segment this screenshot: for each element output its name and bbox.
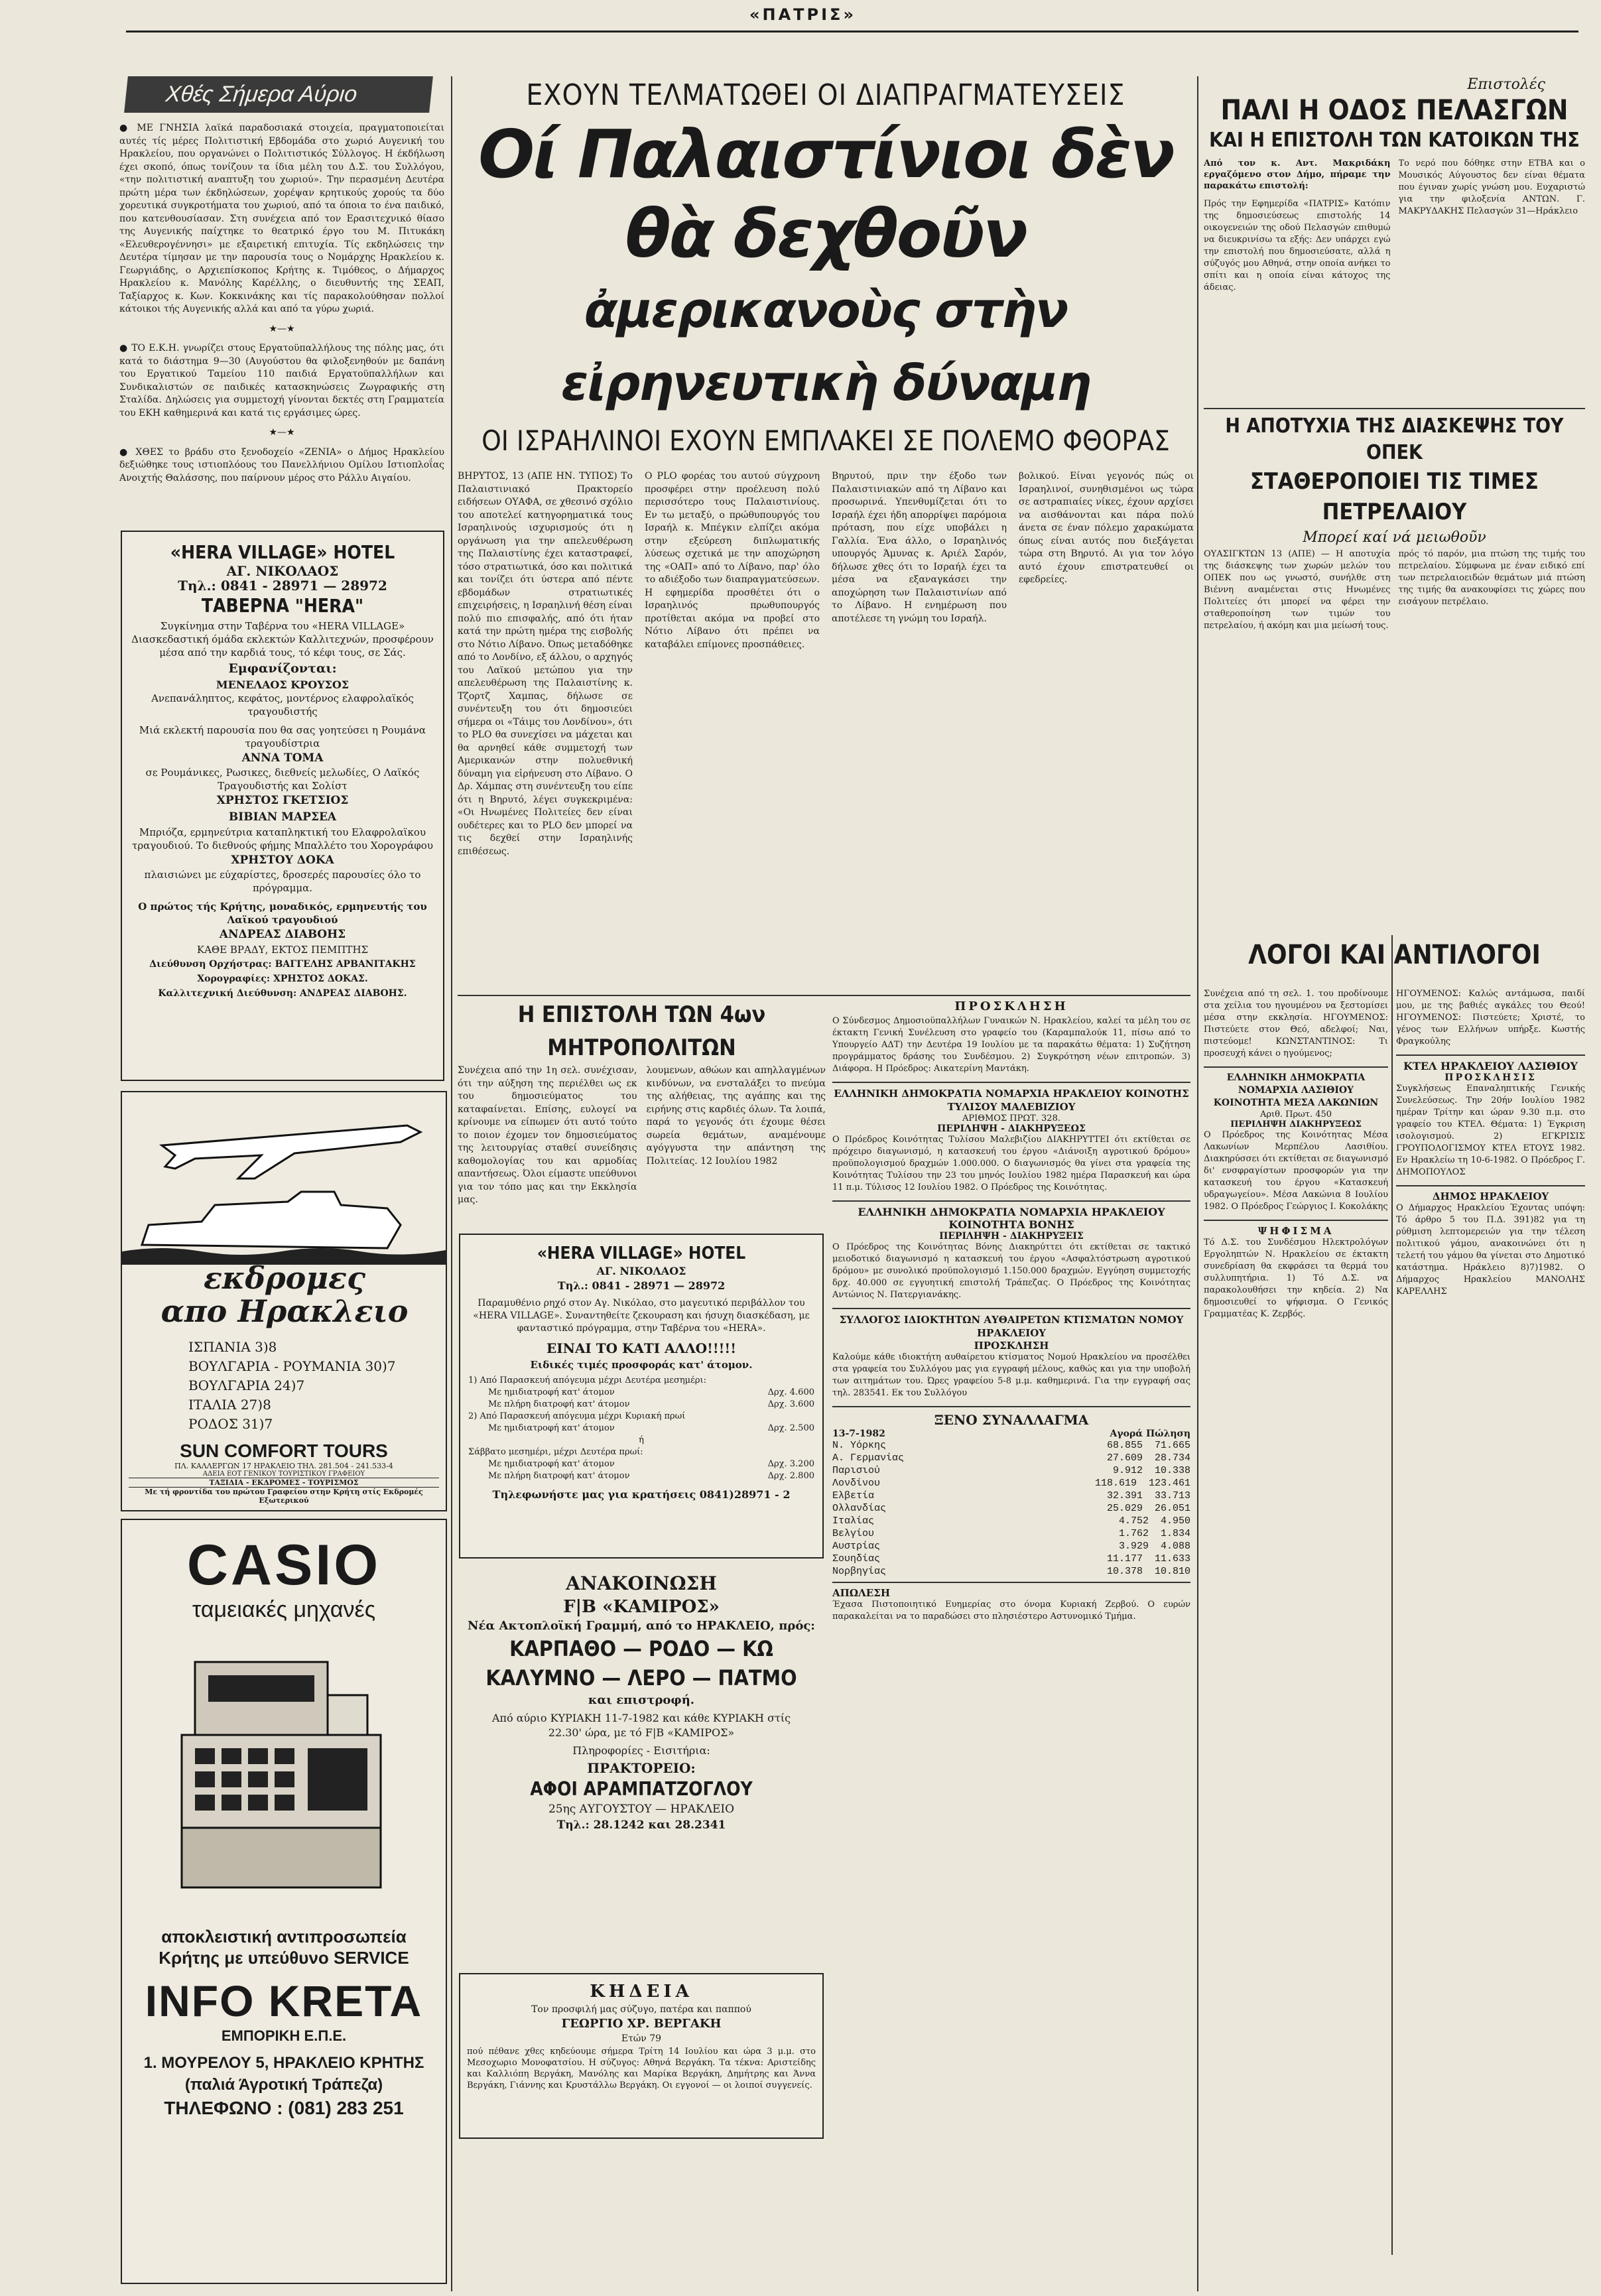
- fx-currency: Ολλανδίας: [832, 1503, 887, 1514]
- tours-address: ΠΛ. ΚΑΛΛΕΡΓΩΝ 17 ΗΡΑΚΛΕΙΟ ΤΗΛ. 281.504 - 241.533-4: [174, 1462, 393, 1470]
- price-row: [468, 1411, 814, 1423]
- notice-heading: ΕΛΛΗΝΙΚΗ ΔΗΜΟΚΡΑΤΙΑ ΝΟΜΑΡΧΙΑ ΗΡΑΚΛΕΙΟΥ ΚΟΙΝΟΤΗΤΑ ΒΟΝΗΣ: [858, 1206, 1165, 1231]
- price-value: Δρχ. 3.600: [767, 1399, 814, 1409]
- notice-heading: ΠΡΟΣΚΛΗΣΗ: [954, 999, 1068, 1013]
- casio-ad: [121, 1519, 447, 2284]
- price-row: [468, 1387, 814, 1399]
- ad-footer: Τηλεφωνήστε μας για κρατήσεις 0841)28971 - 2: [492, 1488, 791, 1501]
- fx-currency: Νορβηγίας: [832, 1566, 887, 1577]
- ad-line: σε Ρουμάνικες, Ρωσικες, διεθνείς μελωδίες, Ο Λαϊκός Τραγουδιστής και Σολίστ: [145, 767, 420, 792]
- section-rule: [458, 995, 1190, 996]
- notice-text: πού πέθανε χθες κηδεύουμε σήμερα Τρίτη 14 Ιουλίου και ώρα 3 μ.μ. στο Μεσοχωριο Μονοφατσίου. Η σύζυγος: Αθηνά Βεργάκη. Τα τέκνα: Αριστείδης και Καλλιόπη Βεργάκη, Μανόλης και Μαρίκα Βεργάκη, Δημήτρης και Άννα Βεργάκη, Γιάννης και Κρυστάλλω Βεργάκη. Οι εγγονοί — οι λοιποί συγγενείς.: [467, 2047, 816, 2090]
- casio-subtitle: ταμειακές μηχανές: [192, 1597, 376, 1622]
- today-column: [119, 76, 444, 524]
- tours-footer: [129, 1440, 439, 1505]
- masthead-rule: [126, 31, 1578, 32]
- tours-strip: ΤΑΞΙΔΙΑ - ΕΚΔΡΟΜΕΣ - ΤΟΥΡΙΣΜΟΣ: [129, 1478, 439, 1488]
- trip-item: ΒΟΥΛΓΑΡΙΑ - ΡΟΥΜΑΝΙΑ 30)7: [188, 1358, 396, 1374]
- fx-buy: 32.391: [1106, 1490, 1143, 1501]
- separator: ★—★: [269, 323, 295, 334]
- notice-rule: [832, 1200, 1190, 1202]
- notice-subheading: ΠΕΡΙΛΗΨΗ - ΔΙΑΚΗΡΥΞΕΙΣ: [939, 1231, 1084, 1242]
- fx-sell: 10.810: [1154, 1566, 1190, 1577]
- fx-sell: 11.633: [1154, 1553, 1190, 1564]
- cash-register-illustration: [122, 1635, 446, 1914]
- tickets-info: Πληροφορίες - Εισιτήρια:: [572, 1744, 710, 1757]
- logoi-headline: ΛΟΓΟΙ ΚΑΙ ΑΝΤΙΛΟΓΟΙ: [1248, 940, 1541, 970]
- ad-offer: Ειδικές τιμές προσφοράς κατ' άτομον.: [530, 1359, 753, 1371]
- casio-address: 1. ΜΟΥΡΕΛΟΥ 5, ΗΡΑΚΛΕΙΟ ΚΡΗΤΗΣ: [143, 2054, 424, 2072]
- fx-columns: Αγορά Πώληση: [1110, 1429, 1190, 1439]
- price-value: Δρχ. 2.500: [767, 1423, 814, 1433]
- taverna-title: ΤΑΒΕΡΝΑ "ΗΕRA": [201, 595, 364, 617]
- notice-text: Ο Πρόεδρος της Κοινότητας Βόνης Διακηρύττει ότι εκτίθεται σε τακτικό μειοδοτικό διαγωνισμό η κατασκευή του έργου «Ασφαλτόστρωση αγροτικού δρόμου» με συνολικό προϋπολογισμό 1.150.000 δραχμών. Εγγύηση συμμετοχής δρχ. 40.000 σε εγγυητική επιστολή Τράπεζας. Ο Πρόεδρος της Κοινότητας Αντώνιος Ν. Πατεργιανάκης.: [832, 1242, 1190, 1300]
- fx-buy: 9.912: [1112, 1465, 1143, 1476]
- price-table: [468, 1375, 814, 1482]
- ad-phone: Τηλ.: 0841 - 28971 — 28972: [557, 1279, 726, 1292]
- ad-phone: Τηλ.: 0841 - 28971 — 28972: [178, 578, 387, 594]
- fx-row: [832, 1464, 1190, 1477]
- fx-sell: 4.950: [1160, 1515, 1190, 1527]
- ad-text: Συγκίνημα στην Ταβέρνα του «HERA VILLAGE» Διασκεδαστική όμάδα εκλεκτών Καλλιτεχνών, προσφέρουν μέσα από την καρδιά τους, τό κέφι τους, σε Σάς.: [131, 620, 434, 659]
- notice-heading: ΔΗΜΟΣ ΗΡΑΚΛΕΙΟΥ: [1432, 1190, 1549, 1202]
- ad-line: ΚΑΘΕ ΒΡΑΔΥ, ΕΚΤΟΣ ΠΕΜΠΤΗΣ: [196, 944, 369, 956]
- ad-subtitle: ΑΓ. ΝΙΚΟΛΑΟΣ: [596, 1265, 686, 1277]
- letter-title: Η ΕΠΙΣΤΟΛΗ ΤΩΝ 4ων ΜΗΤΡΟΠΟΛΙΤΩΝ: [517, 1001, 766, 1061]
- tours-script: [135, 1261, 434, 1328]
- ad-line: Ο πρώτος τής Κρήτης, μοναδικός, ερμηνευτής του Λαϊκού τραγουδιού: [138, 901, 427, 926]
- logoi-text: Συνέχεια από τη σελ. 1. του προδίνουμε στα χείλια του ηγουμένου να ξεστομίσει μέσα στην εκκλησία. ΗΓΟΥΜΕΝΟΣ: Πιστεύετε στον Θεό, αδελφοί; Ναι, πιστεύομε! ΚΩΝΣΤΑΝΤΙΝΟΣ: Τι προσευχή κάνει ο ηγούμενος;: [1204, 989, 1388, 1058]
- fx-row: [832, 1490, 1190, 1502]
- price-label: ή: [639, 1435, 644, 1445]
- price-row: [468, 1458, 814, 1470]
- main-story: [458, 76, 1194, 991]
- fx-buy: 27.609: [1106, 1452, 1143, 1464]
- agent-heading: ΠΡΑΚΤΟΡΕΙΟ:: [587, 1760, 696, 1776]
- fx-row: [832, 1439, 1190, 1452]
- notice-rule: [1396, 1185, 1585, 1186]
- tours-script-line: απο Ηρακλειο: [160, 1293, 409, 1329]
- announcement-title: ΑΝΑΚΟΙΝΩΣΗ: [566, 1572, 717, 1594]
- notice-subheading: ΠΕΡΙΛΗΨΗ ΔΙΑΚΗΡΥΞΕΩΣ: [1230, 1119, 1362, 1129]
- notice-text: Καλούμε κάθε ιδιοκτήτη αυθαίρετου κτίσματος Νομού Ηρακλείου να προσέλθει στα γραφεία του Συλλόγου μας για εγγραφή μέλους, καθώς και για την υποβολή των αιτημάτων του. Ώρες γραφείου 5-8 μ.μ. καθημερινά. Για την εγγραφή σας τηλ. 283541. Εκ του Συλλόγου: [832, 1352, 1190, 1398]
- opec-columns: [1204, 548, 1585, 814]
- ad-text: Παραμυθένιο ρηχό στον Αγ. Νικόλαο, στο μαγευτικό περιβάλλον του «HERA VILLAGE». Συναντηθείτε ζεκουραση και ήσυχη διασκέδαση, με φανταστικό πρόγραμμα, στην Ταβέρνα του «HERA».: [473, 1298, 810, 1334]
- notice-text: Ο Σύνδεσμος Δημοσιοϋπαλλήλων Γυναικών Ν. Ηρακλείου, καλεί τα μέλη του σε έκτακτη Γενική Συνέλευση στο γραφείο του (Καραμπαλούκ 11, πίσω από το Υπουργείο ΑΔΤ) την Δευτέρα 19 Ιουλίου με τα παρακάτω θέματα: 1) Συζήτηση προγράμματος δράσης του Συνδέσμου. 2) Συγκρότηση νέων επιτροπών. 3) Διάφορα. Η Πρόεδρος: Αικατερίνη Μαντάκη.: [832, 1016, 1190, 1074]
- article-text: ● ΧΘΕΣ το βράδυ στο ξενοδοχείο «ΖΕΝΙΑ» ο Δήμος Ηρακλείου δεξιώθηκε τους ιστιοπλόους του Πανελλήνιου Ομίλου Ιστιοπλοΐας Ανοιχτής Θαλάσσης, που παίρνουν μέρος στο Ράλλυ Αιγαίου.: [119, 446, 444, 483]
- fx-currency: Παρισιού: [832, 1465, 881, 1476]
- kamiros-announcement: [459, 1572, 824, 1963]
- price-row: [468, 1423, 814, 1435]
- fx-buy: 68.855: [1106, 1440, 1143, 1451]
- fx-sell: 4.088: [1160, 1541, 1190, 1552]
- fx-sell: 1.834: [1160, 1528, 1190, 1539]
- fx-row: [832, 1515, 1190, 1527]
- notice-subheading: ΠΡΟΣΚΛΗΣΙΣ: [1444, 1072, 1537, 1083]
- letters-kicker: Επιστολές: [1467, 76, 1545, 93]
- price-row: [468, 1375, 814, 1387]
- price-label: Με ημιδιατροφή κατ' άτομον: [488, 1423, 615, 1433]
- notice-number: Αριθ. Πρωτ. 450: [1259, 1110, 1332, 1119]
- story-text: Ο PLO φορέας του αυτού σύγχρονη προσφέρει στην προέλευση πολύ περισσότερο τους Παλαιστινίους. Εν τω μεταξύ, ο πρώθυπουργός του Ισραήλ κ. Μπέγκιν ελπίζει ακόμα στην εξεύρεση διπλωματικής λύσεως σχετικά με την αποχώρηση της «ΟΑΠ» από το Λίβανο, παρ' όλο το αδιέξοδο των διαπραγματεύσεων. Η εφημερίδα προσθέτει ότι ο Ισραηλινός πρωθυπουργός προτίθεται ακόμα να προβεί στο Νότιο Λίβανο ότι πρέπει να καταβάλει επίμονες προσπάθειες.: [645, 471, 820, 650]
- separator: ★—★: [269, 427, 295, 438]
- fx-currency: Λονδίνου: [832, 1478, 881, 1489]
- fx-buy: 3.929: [1118, 1541, 1149, 1552]
- story-headline-2: ἀμερικανοὺς στὴν εἰρηνευτικὴ δύναμη: [561, 282, 1090, 412]
- ad-line: πλαισιώνει με εύχαρίστες, δροσερές παρουσίες όλο το πρόγραμμα.: [144, 869, 421, 894]
- story-headline: Οί Παλαιστίνιοι δὲν θὰ δεχθοῦν: [478, 115, 1173, 273]
- fx-buy: 25.029: [1106, 1503, 1143, 1514]
- ad-line: Διεύθυνση Ορχήστρας: ΒΑΓΓΕΛΗΣ ΑΡΒΑΝΙΤΑΚΗΣ: [149, 959, 416, 970]
- funeral-notice: [459, 1973, 824, 2139]
- fx-table: [832, 1439, 1190, 1578]
- article-text: ● ΜΕ ΓΝΗΣΙΑ λαϊκά παραδοσιακά στοιχεία, πραγματοποιείται αυτές τίς μέρες Πολιτιστική Εβδομάδα στο χωριό Αυγενική του Ηρακλείου, που οργανώνει ο Πολιτιστικός Σύλλογος. Η έκδήλωση έχει σκοπό, όπως τονίζουν τα ίδια μέλη του Δ.Σ. του Συλλόγου, «την πολιτιστική αναπτυξη του χωριού». Την περασμένη Δευτέρα πρώτη μέρα των έκδηλώσεων, χορέψαν κρητικούς χορούς τα δύο χορευτικά συγκροτήματα του χωριού, από τα όποια το ένα παιδικό, που κατενθουσίασαν. Στη συνέχεια από τον Ερασιτεχνικό θίασο της Αυγενικής παίχτηκε το θεατρικό έργο του Μ. Πιτυκάκη «Ελευθερογέννησι» με εξαιρετική επιτυχία. Τίς εκδηλώσεις την Δευτέρα τίμησαν με την παρουσία τους ο Νομάρχης Ηρακλείου κ. Γεωργιάδης, ο Αρχιεπίσκοπος Κρήτης κ. Τιμόθεος, ο Δήμαρχος Ηρακλείου κ. Μανόλης Καρέλλης, ο διευθυντής της ΣΕΑΠ, Ταξίαρχος κ. Κων. Κοκκινάκης και τίς παρακολούθησαν πολλοί κάτοικοι τής Αυγενικής αλλά και από τα γύρω χωριά.: [119, 123, 444, 314]
- fx-currency: Ιταλίας: [832, 1515, 875, 1527]
- letter-columns: [1204, 158, 1585, 404]
- notice-number: ΑΡΙΘΜΟΣ ΠΡΩΤ. 328.: [962, 1114, 1060, 1123]
- casio-logo: CASIO: [186, 1533, 381, 1597]
- price-label: Με πλήρη διατροφή κατ' άτομον: [488, 1471, 630, 1481]
- price-label: Με πλήρη διατροφή κατ' άτομον: [488, 1399, 630, 1409]
- notice-text: Συγκλήσεως Επαναληπτικής Γενικής Συνελεύσεως. Την 20ήν Ιουλίου 1982 ημέραν Τρίτην και ώραν 9.30 π.μ. στο γραφείο του ΚΤΕΛ. Θέματα: 1) Έγκριση ισολογισμού. 2) ΕΓΚΡΙΣΙΣ ΓΡΟΥΠΟΛΟΓΙΣΜΟΥ ΚΤΕΛ ΕΤΟΥΣ 1982. Εν Ηρακλείω τη 10-6-1982. Ο Πρόεδρος Γ. ΔΗΜΟΠΟΥΛΟΣ: [1396, 1084, 1585, 1177]
- column-rule: [1391, 935, 1393, 2255]
- story-columns: [458, 470, 1194, 991]
- trip-item: ΡΟΔΟΣ 31)7: [188, 1416, 273, 1432]
- price-label: Με ημιδιατροφή κατ' άτομον: [488, 1459, 615, 1469]
- fx-row: [832, 1477, 1190, 1490]
- fx-sell: 26.051: [1154, 1503, 1190, 1514]
- agent-name: ΑΦΟΙ ΑΡΑΜΠΑΤΖΟΓΛΟΥ: [530, 1778, 753, 1800]
- notice-title: ΚΗΔΕΙΑ: [590, 1982, 693, 2002]
- route-return: και επιστροφή.: [588, 1693, 695, 1707]
- logoi-text: ΗΓΟΥΜΕΝΟΣ: Καλώς αντάμωσα, παιδί μου, με της βαθιές αγκάλες του Θεού! ΗΓΟΥΜΕΝΟΣ: Πιστεύετε; Χριστέ, το γένος των Ελλήνων υπήρξε. Κωστής Φραγκούλης: [1396, 989, 1585, 1047]
- agent-phone: Τηλ.: 28.1242 και 28.2341: [556, 1818, 726, 1832]
- fx-currency: Α. Γερμανίας: [832, 1452, 905, 1464]
- ad-line: Ανεπανάληπτος, κεφάτος, μοντέρνος ελαφρολαϊκός τραγουδιστής: [151, 692, 414, 718]
- price-row: [468, 1435, 814, 1446]
- letter-text: Πρός την Εφημερίδα «ΠΑΤΡΙΣ» Κατόπιν της δημοσιεύσεως επιστολής 14 οικογενειών της οδού Πελασγών επιθυμώ να διευκρινίσω τα εξής: Δεν υπάρχει εγώ την επιστολή που δημοσιεύσατε, αλλά η σύζυγός μου Αθηνά, στην οποία ανήκει το σπίτι και η οποία είναι κάτοχος της άδειας.: [1204, 199, 1391, 292]
- price-label: 2) Από Παρασκευή απόγευμα μέχρι Κυριακή πρωί: [468, 1411, 686, 1421]
- ad-line: Μπριόζα, ερμηνεύτρια καταπληκτική του Ελαφρολαϊκου τραγουδιού. Το διεθνούς φήμης Μπαλλέτο του Χορογράφου: [132, 826, 433, 852]
- deceased-name: ΓΕΩΡΓΙΟ ΧΡ. ΒΕΡΓΑΚΗ: [561, 2017, 722, 2031]
- ad-line: ΧΡΗΣΤΟΣ ΓΚΕΤΣΙΟΣ: [216, 794, 349, 807]
- fx-currency: Βελγίου: [832, 1528, 875, 1539]
- fx-sell: 123.461: [1148, 1478, 1190, 1489]
- fx-buy: 10.378: [1106, 1566, 1143, 1577]
- right-right-subcolumn: [1396, 988, 1585, 2288]
- story-text: βολικού. Είναι γεγονός πώς οι Ισραηλινοί, συνηθισμένοι ως τώρα σε αστραπιαίες νίκες, έχουν αρχίσει να αισθάνονται και πάρα πολύ άνετα σε έναν πόλεμο χαρακώματα όπως είναι αυτός που διεξάγεται τώρα στη Βηρυτό. Αι για τον λόγο αυτό έχουν επιστρατευθεί οι εφεδρείες.: [1019, 471, 1194, 585]
- story-deck: ΟΙ ΙΣΡΑΗΛΙΝΟΙ ΕΧΟΥΝ ΕΜΠΛΑΚΕΙ ΣΕ ΠΟΛΕΜΟ ΦΘΟΡΑΣ: [481, 424, 1170, 457]
- notice-text: Ο Πρόεδρος της Κοινότητας Μέσα Λακωνίων Μερπέλου Λασιθίου. Διακηρύσσει ότι εκτίθεται σε διαγωνισμό δι' ενσφραγίστων προσφορών για την κατασκευή του έργου «Κατασκευή υδραγωγείου». Μέσα Λακώνια 8 Ιουλίου 1982. Ο Πρόεδρος Γεώργιος Ι. Κοκολάκης: [1204, 1130, 1388, 1212]
- ad-title: «HERA VILLAGE» HOTEL: [170, 541, 395, 563]
- notice-text: Τό Δ.Σ. του Συνδέσμου Ηλεκτρολόγων Εργοληπτών Ν. Ηρακλείου σε έκτακτη συνεδρίαση θα εκφράσει τα θερμά του συλλυπητήρια. 1) Τό Δ.Σ. να παρακολουθήσει την κηδεία. 2) Να δημοσιευθεί το ψήφισμα. Ο Γενικός Γραμματέας Κ. Ζερβός.: [1204, 1238, 1388, 1319]
- ad-title: «HERA VILLAGE» HOTEL: [537, 1244, 746, 1263]
- price-label: 1) Από Παρασκευή απόγευμα μέχρι Δευτέρα μεσημέρι:: [468, 1375, 706, 1385]
- column-rule: [451, 76, 452, 2291]
- notice-rule: [1204, 1220, 1388, 1221]
- departure-info: Από αύριο ΚΥΡΙΑΚΗ 11-7-1982 και κάθε ΚΥΡΙΑΚΗ στίς 22.30' ώρα, με τό F|B «ΚΑΜΙΡΟΣ»: [491, 1712, 791, 1739]
- casio-phone: ΤΗΛΕΦΩΝΟ : (081) 283 251: [164, 2098, 404, 2118]
- letter-lede: Από τον κ. Αντ. Μακριδάκη εργαζόμενο στον Δήμο, πήραμε την παρακάτω επιστολή:: [1204, 159, 1391, 191]
- fx-row: [832, 1502, 1190, 1515]
- notice-rule: [1204, 1066, 1388, 1068]
- fx-header: [832, 1429, 1190, 1439]
- ad-line: Μιά εκλεκτή παρουσία που θα σας γοητεύσει η Ρουμάνα τραγουδίστρια: [139, 724, 426, 749]
- opec-text: ΟΥΑΣΙΓΚΤΩΝ 13 (ΑΠΕ) — Η αποτυχία της διάσκεψης των χωρών μελών του ΟΠΕΚ που ως γνωστό, συνήλθε στη Βιέννη αναμένεται στις Ηνωμένες Πολιτείες ότι μπορεί να φέρει την σταθεροποίηση των τιμών του πετρελαίου, ή ακόμη και μια μείωσή τους.: [1204, 549, 1391, 631]
- price-value: Δρχ. 3.200: [767, 1459, 814, 1469]
- notice-rule: [832, 1082, 1190, 1083]
- ad-line: ΧΡΗΣΤΟΥ ΔΟΚΑ: [231, 854, 334, 867]
- ship-name: F|B «ΚΑΜΙΡΟΣ»: [563, 1597, 720, 1617]
- fx-title: ΞΕΝΟ ΣΥΝΑΛΛΑΓΜΑ: [934, 1412, 1089, 1428]
- notice-subheading: ΠΡΟΣΚΛΗΣΗ: [974, 1340, 1049, 1352]
- fx-buy: 118.619: [1094, 1478, 1137, 1489]
- ad-heading: Εμφανίζονται:: [228, 661, 337, 676]
- tours-foot: Με τή φροντίδα του πρώτου Γραφείου στην Κρήτη στίς Εκδρομές Εξωτερικού: [145, 1488, 423, 1505]
- today-banner: Χθές Σήμερα Αύριο: [124, 76, 433, 113]
- fx-currency: Ν. Υόρκης: [832, 1440, 887, 1451]
- ad-line: ΑΝΝΑ ΤΟΜΑ: [241, 751, 324, 765]
- letter-headline-2: ΚΑΙ Η ΕΠΙΣΤΟΛΗ ΤΩΝ ΚΑΤΟΙΚΩΝ ΤΗΣ: [1209, 129, 1580, 152]
- tours-brand: SUN COMFORT TOURS: [180, 1440, 388, 1461]
- logoi-header: [1204, 932, 1585, 985]
- fx-sell: 28.734: [1154, 1452, 1190, 1464]
- notice-heading: ΑΠΩΛΕΣΗ: [832, 1587, 891, 1599]
- notice-heading: ΨΗΦΙΣΜΑ: [1257, 1225, 1334, 1237]
- destinations: ΚΑΛΥΜΝΟ — ΛΕΡΟ — ΠΑΤΜΟ: [485, 1665, 797, 1690]
- ad-line: ΒΙΒΙΑΝ ΜΑΡΣΕΑ: [228, 810, 337, 824]
- letter-text: Το νερό που δόθηκε στην ΕΤΒΑ και ο Μουσικός Αύγουστος δεν είναι θέματα που έγιναν χωρίς γνώση μου. Ευχαριστώ για την φιλοξενία ΑΝΤΩΝ. Γ. ΜΑΚΡΥΔΑΚΗΣ Πελασγών 31—Ηράκλειο: [1398, 159, 1585, 216]
- notice-heading: ΣΥΛΛΟΓΟΣ ΙΔΙΟΚΤΗΤΩΝ ΑΥΘΑΙΡΕΤΩΝ ΚΤΙΣΜΑΤΩΝ ΝΟΜΟΥ ΗΡΑΚΛΕΙΟΥ: [839, 1314, 1184, 1339]
- ad-headline: ΕΙΝΑΙ ΤΟ ΚΑΤΙ ΑΛΛΟ!!!!!: [546, 1340, 736, 1356]
- hera-hotel-ad: [121, 531, 444, 1081]
- letter-text: λουμενων, αθώων και απηλλαγμένων κινδύνων, να ενσταλάξει το πνεύμα της αλήθειας, της αγάπης και της ειρήνης στις καρδιές όλων. Τα λοιπά, παρά το γεγονός ότι έχουμε θέσει σωρεία θεμάτων, αναμένουμε αγόγγυστα την απάντηση της Πολιτείας. 12 Ιουλίου 1982: [646, 1065, 826, 1167]
- trip-item: ΙΣΠΑΝΙΑ 3)8: [188, 1339, 277, 1355]
- notice-heading: ΕΛΛΗΝΙΚΗ ΔΗΜΟΚΡΑΤΙΑ ΝΟΜΑΡΧΙΑ ΗΡΑΚΛΕΙΟΥ ΚΟΙΝΟΤΗΣ ΤΥΛΙΣΟΥ ΜΑΛΕΒΙΖΙΟΥ: [834, 1088, 1189, 1113]
- ad-line: ΜΕΝΕΛΑΟΣ ΚΡΟΥΣΟΣ: [216, 678, 350, 691]
- agent-address: 25ης ΑΥΓΟΥΣΤΟΥ — ΗΡΑΚΛΕΙΟ: [548, 1803, 735, 1816]
- fx-buy: 11.177: [1106, 1553, 1143, 1564]
- section-rule: [1204, 408, 1585, 409]
- article-text: ● ΤΟ Ε.Κ.Η. γνωρίζει στους Εργατοϋπαλλήλους της πόλης μας, ότι κατά το διάστημα 9—30 (Αυγούστου θα φιλοξενηθούν με δαπάνη του Εργατικού Ταμείου 110 παιδιά Εργατοϋπαλλήλων και Συνδικαλιστών σε παιδικές κατασκηνώσεις Ζωγραφικής στη Σταλίδα. Δηλώσεις για συμμετοχή γίνονται δεκτές στη Γραμματεία του ΕΚΗ καθημερινά και κατά τις εργάσιμες ώρες.: [119, 343, 444, 418]
- fx-sell: 10.338: [1154, 1465, 1190, 1476]
- price-value: Δρχ. 2.800: [767, 1471, 814, 1481]
- notice-heading: ΕΛΛΗΝΙΚΗ ΔΗΜΟΚΡΑΤΙΑ ΝΟΜΑΡΧΙΑ ΛΑΣΙΘΙΟΥ ΚΟΙΝΟΤΗΤΑ ΜΕΣΑ ΛΑΚΩΝΙΩΝ: [1213, 1072, 1379, 1108]
- opec-headline-2: ΣΤΑΘΕΡΟΠΟΙΕΙ ΤΙΣ ΤΙΜΕΣ ΠΕΤΡΕΛΑΙΟΥ: [1250, 468, 1539, 525]
- tours-license: ΑΔΕΙΑ ΕΟΤ ΓΕΝΙΚΟΥ ΤΟΥΡΙΣΤΙΚΟΥ ΓΡΑΦΕΙΟΥ: [202, 1470, 365, 1478]
- right-left-subcolumn: [1204, 988, 1388, 2288]
- notice-subheading: ΠΕΡΙΛΗΨΗ - ΔΙΑΚΗΡΥΞΕΩΣ: [937, 1123, 1086, 1134]
- letter-text: Συνέχεια από την 1η σελ. συνέχισαν, ότι την αύξηση της περιέλθει ως εκ του δημοσιεύματος του καταφαίνεται. Επίσης, ευλογεί να κρίνουμε να είπωμεν ότι αυτό τούτο το ποιον έχομεν τον δημοσιεύματος της λειτουργίας σταθεί συνείδησις καθομολογίας του και αρμοδίας απαντήσεως. Όλοι είμαστε υπεύθυνοι για τον τόπο μας και την Εκκλησία μας.: [458, 1065, 637, 1205]
- masthead: «ΠΑΤΡΙΣ»: [749, 5, 856, 24]
- fx-row: [832, 1527, 1190, 1540]
- notice-rule: [832, 1406, 1190, 1407]
- notice-text: Ο Δήμαρχος Ηρακλείου Έχοντας υπόψη: Τό άρθρο 5 του Π.Δ. 391)82 για τη ρύθμιση λεπτομερειών για την τέλεση πολιτικού γάμου, ανακοινώνει ότι η τελετή του γάμου θα γίνεται στο Δημοτικό κατάστημα. Ηράκλειο 8)7)1982. Ο Δήμαρχος Ηρακλείου ΜΑΝΟΛΗΣ ΚΑΡΕΛΛΗΣ: [1396, 1203, 1585, 1297]
- airplane-ship-illustration: [122, 1092, 446, 1265]
- notice-heading: ΚΤΕΛ ΗΡΑΚΛΕΙΟΥ ΛΑΣΙΘΙΟΥ: [1403, 1060, 1578, 1072]
- fx-buy: 1.762: [1118, 1528, 1149, 1539]
- story-text: Βηρυτού, πριν την έξοδο των Παλαιστινιακών από τη Λίβανο και προσωρινά. Υπενθυμίζεται ότι το Ισραήλ έχει ήδη απορρίψει παρόμοια πρόταση, που είχε υποβάλει η Γαλλία. Ένα άλλο, ο Ισραηλινός υπουργός Άμυνας κ. Αριέλ Σαρόν, δήλωσε χθες ότι το Ισραήλ έχει τα μέσα να εξαναγκάσει την αποχώρηση των Παλαιστινίων από το Λίβανο. Η ενημέρωση που αποτέλεσε τη γνώμη του Ισραήλ.: [832, 471, 1007, 624]
- fx-currency: Ελβετία: [832, 1490, 875, 1501]
- opec-subheading: Μπορεί καί νά μειωθοῦν: [1303, 529, 1486, 546]
- info-kreta-logo: INFO KRETA: [145, 1976, 423, 2025]
- trip-list: [188, 1338, 407, 1434]
- notice-text: Έχασα Πιστοποιητικό Ευημερίας στο όνομα Κυριακή Ζερβού. Ο ευρών παρακαλείται να το παραδώσει στο πλησιέστερο Αστυνομικό Τμήμα.: [832, 1600, 1190, 1622]
- deceased-age: Ετών 79: [621, 2033, 662, 2044]
- ad-line: Χορογραφίες: ΧΡΗΣΤΟΣ ΔΟΚΑΣ.: [197, 974, 368, 984]
- opec-text: πρός τό παρόν, μια πτώση της τιμής του πετρελαίου. Σύμφωνα με έναν ειδικό επί των πετρελαιοειδών θεμάτων μιά πτώση της τιμής θα ανακουφίσει τις χώρες που εισάγουν πετρέλαιο.: [1398, 549, 1585, 607]
- ad-subtitle: ΑΓ. ΝΙΚΟΛΑΟΣ: [226, 563, 339, 579]
- notice-rule: [832, 1308, 1190, 1309]
- fx-row: [832, 1565, 1190, 1578]
- price-row: [468, 1470, 814, 1482]
- letters-column: [1204, 76, 1585, 932]
- price-row: [468, 1399, 814, 1411]
- price-row: [468, 1446, 814, 1458]
- column-rule: [1197, 76, 1198, 2291]
- price-label: Σάββατο μεσημέρι, μέχρι Δευτέρα πρωί:: [468, 1447, 643, 1457]
- notice-rule: [1396, 1054, 1585, 1056]
- notice-text: Τον προσφιλή μας σύζυγο, πατέρα και παππού: [531, 2004, 751, 2015]
- notices-column: [832, 998, 1190, 2285]
- fx-buy: 4.752: [1118, 1515, 1149, 1527]
- casio-address-note: (παλιά Άγροτική Τράπεζα): [184, 2076, 383, 2094]
- fx-sell: 71.665: [1154, 1440, 1190, 1451]
- price-value: Δρχ. 4.600: [767, 1387, 814, 1397]
- sun-comfort-tours-ad: [121, 1091, 447, 1511]
- destinations: ΚΑΡΠΑΘΟ — ΡΟΔΟ — ΚΩ: [509, 1636, 773, 1661]
- route-line: Νέα Ακτοπλοϊκή Γραμμή, από το ΗΡΑΚΛΕΙΟ, πρός:: [468, 1619, 815, 1633]
- hera-weekend-ad: [459, 1234, 824, 1559]
- ad-line: Καλλιτεχνική Διεύθυνση: ΑΝΔΡΕΑΣ ΔΙΑΒΟΗΣ.: [158, 988, 407, 999]
- tours-script-line: εκδρομες: [203, 1260, 366, 1296]
- letter-headline: ΠΑΛΙ Η ΟΔΟΣ ΠΕΛΑΣΓΩΝ: [1220, 94, 1569, 126]
- fx-row: [832, 1540, 1190, 1553]
- story-text: ΒΗΡΥΤΟΣ, 13 (ΑΠΕ ΗΝ. ΤΥΠΟΣ) Το Παλαιστινιακό Πρακτορείο ειδήσεων ΟΥΑΦΑ, σε χθεσινό σχόλιο του αποτελεί κατηγορηματικά τους Ισραηλινούς ισχυρισμούς ότι η οργάνωση για την απελευθέρωση της Παλαιστίνης έχει καταστραφεί, τόσο στρατιωτικά, όσο και πολιτικά και τονίζει ότι ύστερα από πέντε εβδομάδων στρατιωτικές επιχειρήσεις, η Ισραηλινή θέση είναι πολύ πιο επισφαλής, από ότι ήταν κατά την πρώτη ημέρα της εισβολής στο Νότιο Λίβανο. Όπως μεταδόθηκε από το Λονδίνο, εξ άλλου, ο αρχηγός του Λαϊκού μετώπου για την απελευθέρωση της Παλαιστίνης κ. Τζορτζ Χαμπας, δήλωσε σε συνέντευξη του ότι δημοσιεύει σήμερα οι «Τάιμς του Λονδίνου», ότι το PLO θα συνεχίσει να μάχεται και θα αρνηθεί κάθε συμμετοχή των Αμερικανών στην πολυεθνική δύναμη για εἰρήνευση στο Λίβανο. Ο Δρ. Χάμπας στη συνέντευξη του είπε ότι η Βηρυτό, λέγει συγκεκριμένα: «Οι Ηνωμένες Πολιτείες δεν είναι ουδέτερες και το PLO δεν μπορεί να τις δεχθεί στην Ισραηλινής επιθέσεως.: [458, 471, 633, 857]
- trip-item: ΒΟΥΛΓΑΡΙΑ 24)7: [188, 1377, 305, 1393]
- fx-date: 13-7-1982: [832, 1429, 885, 1439]
- notice-text: Ο Πρόεδρος Κοινότητας Τυλίσου Μαλεβιζίου ΔΙΑΚΗΡΥΤΤΕΙ ότι εκτίθεται σε πρόχειρο διαγωνισμό, η κατασκευή του έργου «Διάνοιξη αγροτικού δρόμου» προϋπολογισμού δραχμών 1.000.000. Ο διαγωνισμός θα γίνει στα γραφεία της Κοινότητας Τυλίσου την 23 του μηνός Ιουλίου 1982 ημέρα Παρασκευή και ώρα 11 π.μ. Τύλισος 12 Ιουλίου 1982. Ο Πρόεδρος της Κοινότητας.: [832, 1135, 1190, 1192]
- fx-row: [832, 1553, 1190, 1565]
- letter-left: [1204, 158, 1391, 404]
- story-kicker: ΕΧΟΥΝ ΤΕΛΜΑΤΩΘΕΙ ΟΙ ΔΙΑΠΡΑΓΜΑΤΕΥΣΕΙΣ: [526, 78, 1125, 112]
- notice-rule: [832, 1582, 1190, 1583]
- ad-line: ΑΝΔΡΕΑΣ ΔΙΑΒΟΗΣ: [219, 928, 346, 941]
- fx-currency: Αυστρίας: [832, 1541, 881, 1552]
- fx-sell: 33.713: [1154, 1490, 1190, 1501]
- price-label: Με ημιδιατροφή κατ' άτομον: [488, 1387, 615, 1397]
- fx-row: [832, 1452, 1190, 1464]
- casio-representation: αποκλειστική αντιπροσωπεία Κρήτης με υπεύθυνο SERVICE: [159, 1927, 409, 1968]
- trip-item: ΙΤΑΛΙΑ 27)8: [188, 1397, 271, 1413]
- fx-currency: Σουηδίας: [832, 1553, 881, 1564]
- casio-company: ΕΜΠΟΡΙΚΗ Ε.Π.Ε.: [221, 2027, 347, 2044]
- opec-headline: Η ΑΠΟΤΥΧΙΑ ΤΗΣ ΔΙΑΣΚΕΨΗΣ ΤΟΥ ΟΠΕΚ: [1225, 415, 1564, 464]
